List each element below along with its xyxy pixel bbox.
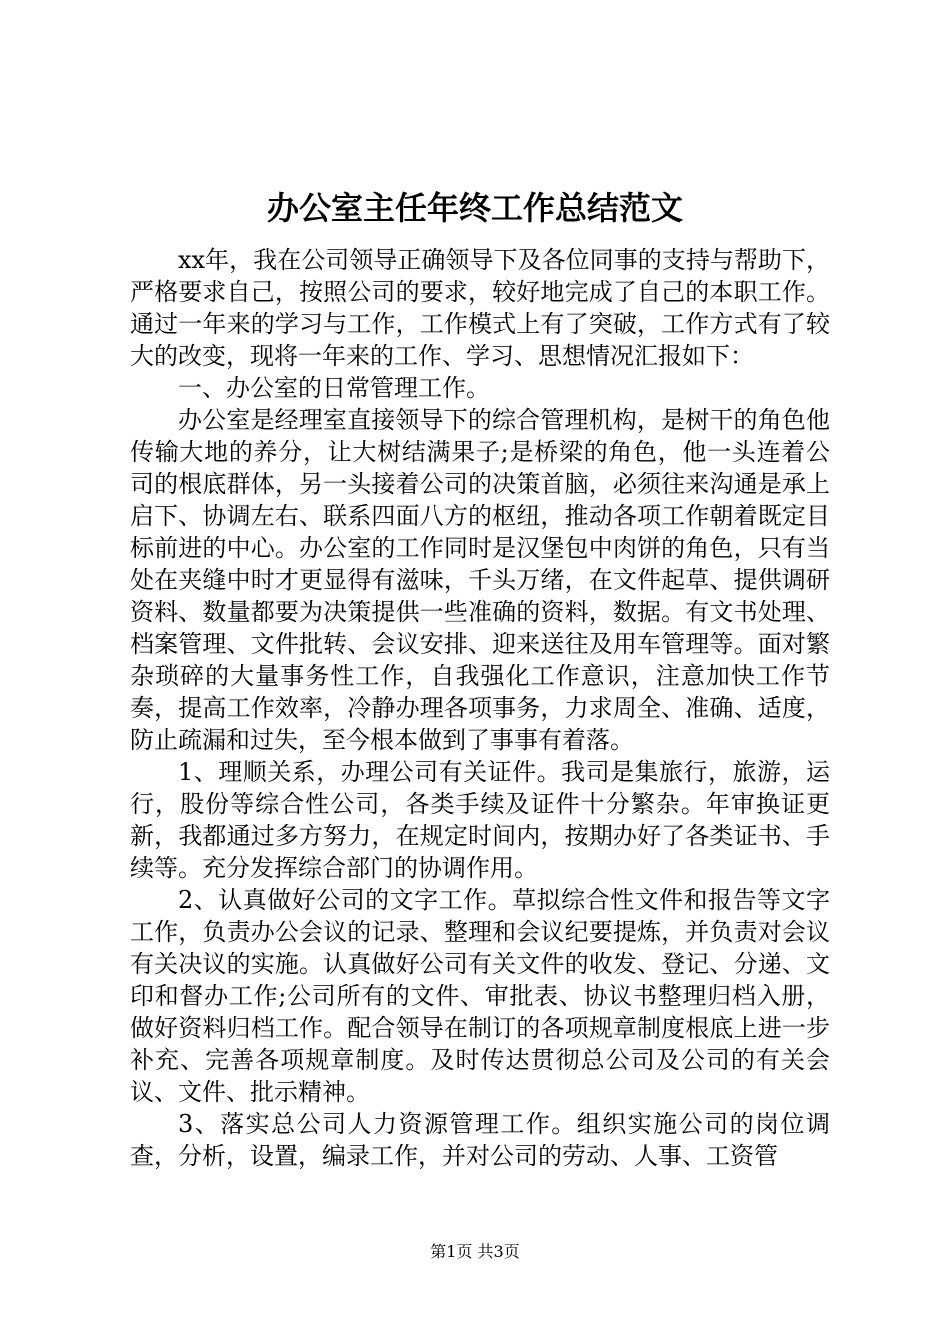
paragraph-office-role: 办公室是经理室直接领导下的综合管理机构，是树干的角色他传输大地的养分，让大树结满果子;是桥梁的角色，他一头连着公司的根底群体，另一头接着公司的决策首脑，必须往来沟通是承上启下、协调左右、联系四面八方的枢纽，推动各项工作朝着既定目标前进的中心。办公室的工作同时是汉堡包中肉饼的角色，只有当处在夹缝中时才更显得有滋味，千头万绪，在文件起草、提供调研资料、数量都要为决策提供一些准确的资料，数据。有文书处理、档案管理、文件批转、会议安排、迎来送往及用车管理等。面对繁杂琐碎的大量事务性工作，自我强化工作意识，注意加快工作节奏，提高工作效率，冷静办理各项事务，力求周全、准确、适度，防止疏漏和过失，至今根本做到了事事有着落。 xyxy=(130,406,830,754)
paragraph-intro: xx年，我在公司领导正确领导下及各位同事的支持与帮助下，严格要求自己，按照公司的要求，较好地完成了自己的本职工作。通过一年来的学习与工作，工作模式上有了突破，工作方式有了较大的改变，现将一年来的工作、学习、思想情况汇报如下： xyxy=(130,246,830,370)
document-body xyxy=(130,244,830,1172)
paragraph-item-3: 3、落实总公司人力资源管理工作。组织实施公司的岗位调查，分析，设置，编录工作，并对公司的劳动、人事、工资管 xyxy=(130,1110,830,1170)
paragraph-section-heading: 一、办公室的日常管理工作。 xyxy=(178,374,490,402)
paragraph-item-1: 1、理顺关系，办理公司有关证件。我司是集旅行，旅游，运行，股份等综合性公司，各类手续及证件十分繁杂。年审换证更新，我都通过多方努力，在规定时间内，按期办好了各类证书、手续等。充分发挥综合部门的协调作用。 xyxy=(130,758,830,882)
paragraph-item-2: 2、认真做好公司的文字工作。草拟综合性文件和报告等文字工作，负责办公会议的记录、整理和会议纪要提炼，并负责对会议有关决议的实施。认真做好公司有关文件的收发、登记、分递、文印和督办工作;公司所有的文件、审批表、协议书整理归档入册，做好资料归档工作。配合领导在制订的各项规章制度根底上进一步补充、完善各项规章制度。及时传达贯彻总公司及公司的有关会议、文件、批示精神。 xyxy=(130,886,830,1106)
document-title: 办公室主任年终工作总结范文 xyxy=(266,189,683,227)
page-number-footer: 第1页 共3页 xyxy=(430,1242,520,1261)
